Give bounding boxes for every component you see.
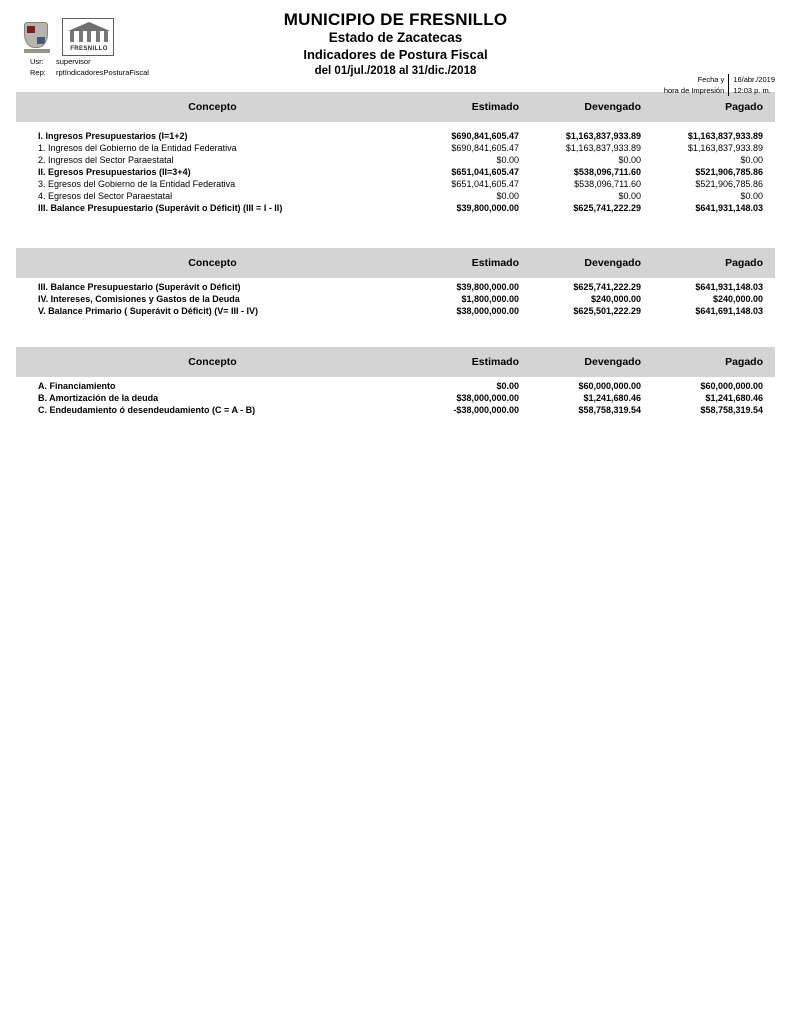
report-header: [0, 0, 791, 95]
row-pagado: $240,000.00: [712, 294, 763, 304]
row-estimado: $38,000,000.00: [456, 393, 519, 403]
row-estimado: $39,800,000.00: [456, 203, 519, 213]
row-estimado: $0.00: [496, 191, 519, 201]
table-primary-balance-wrap: [16, 248, 775, 317]
column-header-concepto: Concepto: [16, 248, 409, 278]
row-estimado: $651,041,605.47: [451, 179, 519, 189]
table-row: [16, 142, 775, 154]
report-meta-right: [664, 74, 775, 96]
row-concept: 3. Egresos del Gobierno de la Entidad Federativa: [38, 179, 236, 189]
row-devengado: $625,741,222.29: [573, 203, 641, 213]
row-concept: A. Financiamiento: [38, 381, 116, 391]
report-meta-left: [30, 56, 149, 78]
row-pagado: $521,906,785.86: [695, 179, 763, 189]
column-header-devengado: Devengado: [531, 248, 653, 278]
table-row: [16, 392, 775, 404]
table-row: [16, 293, 775, 305]
report-title: Indicadores de Postura Fiscal: [303, 47, 488, 62]
row-estimado: $38,000,000.00: [456, 306, 519, 316]
table-financing-wrap: [16, 347, 775, 416]
table-row: [16, 278, 775, 293]
row-estimado: $0.00: [496, 381, 519, 391]
print-time-label: hora de Impresión: [663, 86, 725, 95]
table-row: [16, 377, 775, 392]
row-concept: 1. Ingresos del Gobierno de la Entidad Federativa: [38, 143, 237, 153]
state-name: Estado de Zacatecas: [328, 30, 463, 45]
table-financing: [16, 347, 775, 416]
table-primary-balance: [16, 248, 775, 317]
column-header-concepto: Concepto: [16, 347, 409, 377]
row-pagado: $58,758,319.54: [700, 405, 763, 415]
row-pagado: $641,931,148.03: [695, 203, 763, 213]
table-row: [16, 178, 775, 190]
report-id-value: rptIndicadoresPosturaFiscal: [56, 68, 149, 77]
row-pagado: $641,691,148.03: [695, 306, 763, 316]
column-header-estimado: Estimado: [409, 248, 531, 278]
row-concept: III. Balance Presupuestario (Superávit o Déficit): [38, 282, 241, 292]
print-date-value: 16/abr./2019: [729, 74, 775, 85]
user-value: supervisor: [56, 57, 91, 66]
row-pagado: $521,906,785.86: [695, 167, 763, 177]
row-estimado: $690,841,605.47: [451, 131, 519, 141]
row-concept: 4. Egresos del Sector Paraestatal: [38, 191, 173, 201]
row-estimado: $690,841,605.47: [451, 143, 519, 153]
table-header-row: [16, 92, 775, 122]
row-concept: V. Balance Primario ( Superávit o Déficit) (V= III - IV): [38, 306, 258, 316]
coat-of-arms-icon: [24, 22, 50, 52]
row-estimado: $651,041,605.47: [451, 167, 519, 177]
table-header-row: [16, 347, 775, 377]
row-devengado: $240,000.00: [590, 294, 641, 304]
column-header-estimado: Estimado: [409, 92, 531, 122]
section-spacer-1: [0, 214, 791, 248]
row-devengado: $1,241,680.46: [583, 393, 641, 403]
logo-wordmark: FRESNILLO: [70, 46, 108, 52]
row-concept: C. Endeudamiento ó desendeudamiento (C = A - B): [38, 405, 256, 415]
row-estimado: -$38,000,000.00: [453, 405, 519, 415]
row-estimado: $0.00: [496, 155, 519, 165]
table1-top-pad: [16, 122, 775, 130]
column-header-pagado: Pagado: [653, 347, 775, 377]
column-header-estimado: Estimado: [409, 347, 531, 377]
row-devengado: $625,501,222.29: [573, 306, 641, 316]
row-pagado: $60,000,000.00: [700, 381, 763, 391]
column-header-devengado: Devengado: [531, 92, 653, 122]
row-pagado: $1,163,837,933.89: [687, 131, 763, 141]
section-spacer-2: [0, 317, 791, 347]
table2-header: [16, 248, 775, 278]
print-time-value: 12:03 p. m.: [729, 85, 775, 96]
table-budget-indicators-wrap: [16, 92, 775, 214]
table-row: [16, 166, 775, 178]
row-pagado: $0.00: [740, 155, 763, 165]
column-header-devengado: Devengado: [531, 347, 653, 377]
table-budget-indicators: [16, 92, 775, 214]
table1-body: [16, 122, 775, 214]
row-devengado: $625,741,222.29: [573, 282, 641, 292]
fresnillo-logo-icon: [62, 18, 114, 56]
table-row: [16, 305, 775, 317]
row-concept: IV. Intereses, Comisiones y Gastos de la Deuda: [38, 294, 240, 304]
row-pagado: $1,241,680.46: [705, 393, 763, 403]
user-label: Usr:: [30, 57, 44, 66]
row-concept: I. Ingresos Presupuestarios (I=1+2): [38, 131, 188, 141]
row-pagado: $641,931,148.03: [695, 282, 763, 292]
table-row: [16, 404, 775, 416]
table-row: [16, 190, 775, 202]
table1-header: [16, 92, 775, 122]
row-devengado: $1,163,837,933.89: [565, 143, 641, 153]
table3-header: [16, 347, 775, 377]
table-row: [16, 130, 775, 142]
row-devengado: $58,758,319.54: [578, 405, 641, 415]
table2-body: [16, 278, 775, 317]
row-estimado: $1,800,000.00: [461, 294, 519, 304]
table-row: [16, 154, 775, 166]
table3-body: [16, 377, 775, 416]
row-concept: 2. Ingresos del Sector Paraestatal: [38, 155, 174, 165]
column-header-pagado: Pagado: [653, 92, 775, 122]
row-devengado: $60,000,000.00: [578, 381, 641, 391]
row-devengado: $538,096,711.60: [573, 167, 641, 177]
row-estimado: $39,800,000.00: [456, 282, 519, 292]
row-devengado: $0.00: [618, 191, 641, 201]
row-devengado: $538,096,711.60: [574, 179, 641, 189]
row-pagado: $0.00: [740, 191, 763, 201]
report-period: del 01/jul./2018 al 31/dic./2018: [314, 65, 477, 77]
report-id-label: Rep:: [30, 68, 46, 77]
row-devengado: $0.00: [618, 155, 641, 165]
row-concept: III. Balance Presupuestario (Superávit o Déficit) (III = I - II): [38, 203, 283, 213]
row-pagado: $1,163,837,933.89: [687, 143, 763, 153]
row-concept: II. Egresos Presupuestarios (II=3+4): [38, 167, 191, 177]
table-row: [16, 202, 775, 214]
row-concept: B. Amortización de la deuda: [38, 393, 159, 403]
column-header-concepto: Concepto: [16, 92, 409, 122]
print-date-label: Fecha y: [697, 75, 725, 84]
table-header-row: [16, 248, 775, 278]
column-header-pagado: Pagado: [653, 248, 775, 278]
row-devengado: $1,163,837,933.89: [565, 131, 641, 141]
organization-name: MUNICIPIO DE FRESNILLO: [283, 10, 508, 29]
